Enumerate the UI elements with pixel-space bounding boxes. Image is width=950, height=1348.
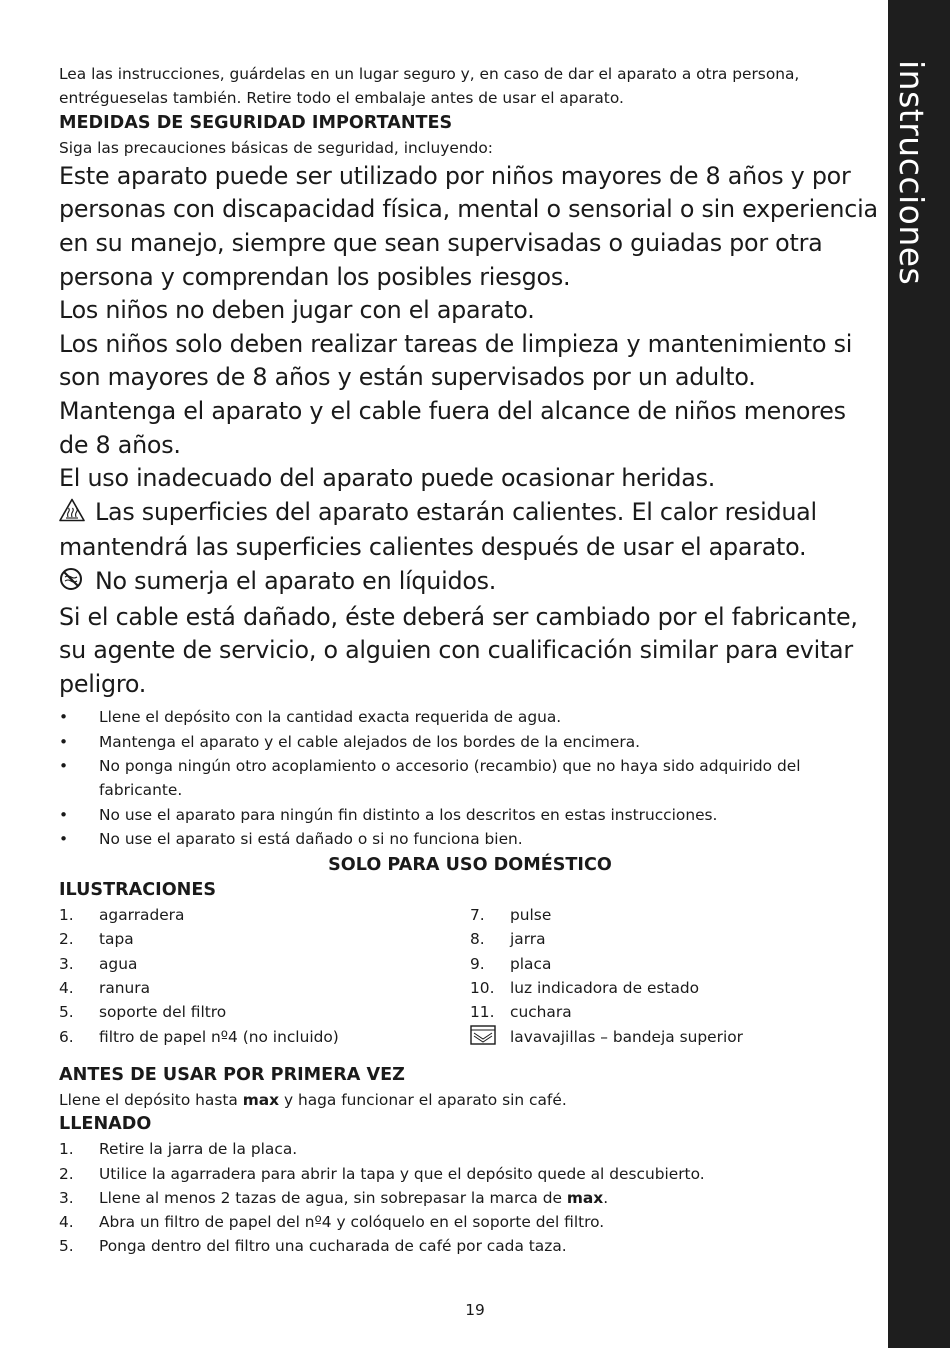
safety-heading: MEDIDAS DE SEGURIDAD IMPORTANTES (59, 112, 453, 133)
list-item (59, 952, 470, 976)
hot-surface-text: Las superficies del aparato estarán calientes. El calor residual mantendrá las superficies calientes después de usar el aparato. (59, 497, 817, 562)
safety-paragraph: Este aparato puede ser utilizado por niños mayores de 8 años y por personas con discapacidad física, mental o sensorial o sin experiencia en su manejo, siempre que sean supervisadas o guiadas por otra persona y comprendan los posibles riesgos. (59, 161, 878, 291)
dishwasher-icon (470, 1025, 510, 1049)
list-item (59, 976, 470, 1000)
step-number: 1. (59, 1140, 74, 1159)
list-item (470, 903, 881, 927)
step-number: 5. (59, 1237, 74, 1256)
list-item (470, 952, 881, 976)
item-label: jarra (510, 930, 546, 949)
safety-paragraph: El uso inadecuado del aparato puede ocasionar heridas. (59, 464, 716, 493)
list-item (59, 927, 470, 951)
page-content (59, 62, 881, 1259)
item-number: 2. (59, 930, 74, 949)
item-label: luz indicadora de estado (510, 979, 700, 998)
list-item (470, 927, 881, 951)
text-bold: max (566, 1188, 604, 1207)
list-item (59, 1025, 470, 1049)
filling-steps (59, 1137, 881, 1258)
hot-surface-warning (59, 496, 881, 565)
item-label: filtro de papel nº4 (no incluido) (99, 1027, 339, 1046)
list-item (59, 1234, 881, 1258)
text-segment: Llene el depósito hasta (59, 1090, 243, 1109)
item-number: 8. (470, 930, 485, 949)
step-number: 4. (59, 1213, 74, 1232)
item-number: 9. (470, 954, 485, 973)
item-label: cuchara (510, 1003, 572, 1022)
item-number: 6. (59, 1027, 74, 1046)
list-item (59, 1162, 881, 1186)
list-item (59, 1186, 881, 1210)
item-number: 3. (59, 954, 74, 973)
item-number: 7. (470, 906, 485, 925)
side-tab-label: instrucciones (892, 60, 931, 286)
illustrations-right-column (470, 903, 881, 1049)
list-item (59, 1137, 881, 1161)
item-label: agarradera (99, 906, 185, 925)
item-number: 1. (59, 906, 74, 925)
item-label: ranura (99, 979, 151, 998)
before-first-use-heading: ANTES DE USAR POR PRIMERA VEZ (59, 1064, 405, 1085)
safety-subheading: Siga las precauciones básicas de seguridad, incluyendo: (59, 138, 493, 157)
step-text: Retire la jarra de la placa. (99, 1140, 298, 1159)
item-number: 11. (470, 1003, 495, 1022)
item-number: 10. (470, 979, 495, 998)
filling-heading: LLENADO (59, 1114, 152, 1135)
list-item (470, 1000, 881, 1024)
item-label: soporte del filtro (99, 1003, 227, 1022)
step-number: 2. (59, 1164, 74, 1183)
step-text (99, 1186, 608, 1210)
item-number: 5. (59, 1003, 74, 1022)
item-label: placa (510, 954, 552, 973)
item-number: 4. (59, 979, 74, 998)
intro-text: Lea las instrucciones, guárdelas en un lugar seguro y, en caso de dar el aparato a otra persona, entrégueselas también. Retire todo el embalaje antes de usar el aparato. (59, 65, 800, 108)
illustrations-heading: ILUSTRACIONES (59, 880, 217, 901)
list-item (470, 1025, 881, 1049)
illustrations-list (59, 903, 881, 1049)
safety-paragraph: Los niños solo deben realizar tareas de limpieza y mantenimiento si son mayores de 8 años y están supervisados por un adulto. (59, 329, 853, 392)
list-item: • No use el aparato para ningún fin distinto a los descritos en estas instrucciones. (59, 803, 881, 827)
household-only-heading: SOLO PARA USO DOMÉSTICO (328, 855, 612, 876)
list-item: • No use el aparato si está dañado o si no funciona bien. (59, 827, 881, 851)
dishwasher-label: lavavajillas – bandeja superior (510, 1027, 743, 1046)
item-label: agua (99, 954, 138, 973)
hot-surface-warning-icon (59, 498, 85, 532)
list-item: • Llene el depósito con la cantidad exacta requerida de agua. (59, 705, 881, 729)
safety-bullet-list (59, 705, 881, 851)
page-number: 19 (465, 1301, 485, 1319)
list-item: • Mantenga el aparato y el cable alejados de los bordes de la encimera. (59, 730, 881, 754)
safety-paragraph: Mantenga el aparato y el cable fuera del alcance de niños menores de 8 años. (59, 397, 846, 459)
list-item (59, 903, 470, 927)
text-bold: max (242, 1090, 280, 1109)
item-label: pulse (510, 906, 552, 925)
item-label: tapa (99, 930, 134, 949)
text-segment: . (603, 1188, 609, 1207)
step-number: 3. (59, 1188, 74, 1207)
cable-warning: Si el cable está dañado, éste deberá ser cambiado por el fabricante, su agente de servicio, o alguien con cualificación similar para evitar peligro. (59, 602, 858, 698)
list-item (59, 1210, 881, 1234)
step-text: Abra un filtro de papel del nº4 y colóquelo en el soporte del filtro. (99, 1213, 605, 1232)
step-text: Utilice la agarradera para abrir la tapa y que el depósito quede al descubierto. (99, 1164, 705, 1183)
before-first-use-text (59, 1088, 881, 1112)
no-immerse-warning (59, 565, 881, 601)
illustrations-left-column (59, 903, 470, 1049)
text-segment: Llene al menos 2 tazas de agua, sin sobrepasar la marca de (99, 1188, 567, 1207)
safety-paragraph: Los niños no deben jugar con el aparato. (59, 296, 535, 325)
no-immerse-text: No sumerja el aparato en líquidos. (95, 567, 497, 596)
safety-paragraphs (59, 160, 881, 702)
text-segment: y haga funcionar el aparato sin café. (279, 1090, 567, 1109)
step-text: Ponga dentro del filtro una cucharada de café por cada taza. (99, 1237, 567, 1256)
no-immerse-icon (59, 567, 85, 601)
list-item (59, 1000, 470, 1024)
list-item (470, 976, 881, 1000)
list-item: • No ponga ningún otro acoplamiento o accesorio (recambio) que no haya sido adquirido del fabricante. (59, 754, 881, 803)
